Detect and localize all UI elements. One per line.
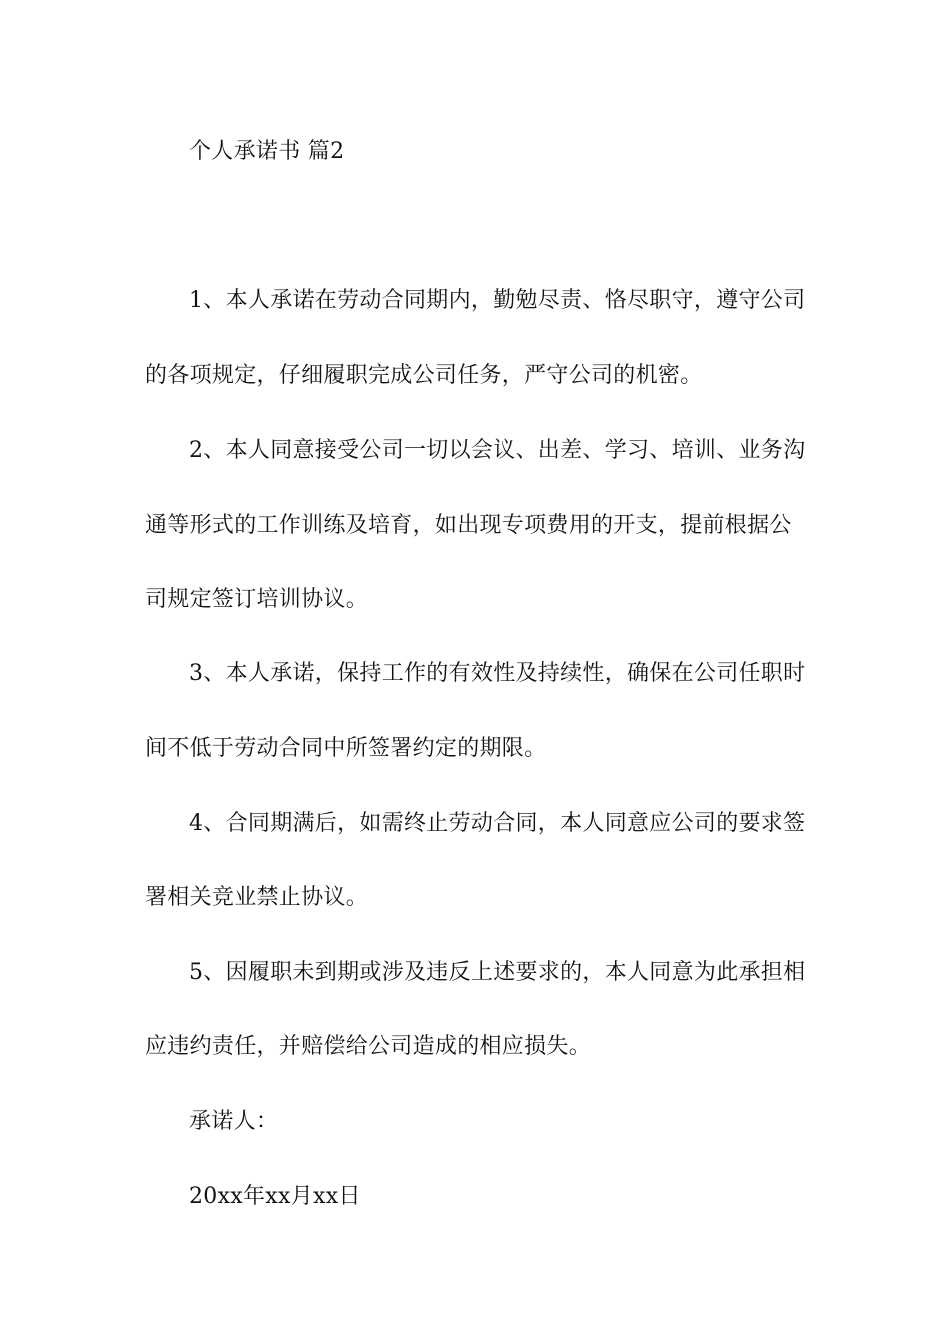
document-title: 个人承诺书 篇2	[189, 139, 345, 164]
paragraph-2-line-3: 司规定签订培训协议。	[145, 587, 369, 612]
paragraph-2-line-1: 2、本人同意接受公司一切以会议、出差、学习、培训、业务沟	[189, 438, 806, 463]
paragraph-1-line-2: 的各项规定，仔细履职完成公司任务，严守公司的机密。	[145, 363, 703, 388]
paragraph-1-line-1: 1、本人承诺在劳动合同期内，勤勉尽责、恪尽职守，遵守公司	[189, 288, 806, 313]
paragraph-5-line-1: 5、因履职未到期或涉及违反上述要求的，本人同意为此承担相	[189, 960, 806, 985]
paragraph-3-line-1: 3、本人承诺，保持工作的有效性及持续性，确保在公司任职时	[189, 661, 806, 686]
paragraph-4-line-1: 4、合同期满后，如需终止劳动合同，本人同意应公司的要求签	[189, 811, 806, 836]
paragraph-4-line-2: 署相关竞业禁止协议。	[145, 885, 369, 910]
signer-label: 承诺人：	[189, 1109, 279, 1134]
paragraph-2-line-2: 通等形式的工作训练及培育，如出现专项费用的开支，提前根据公	[145, 513, 792, 538]
paragraph-3-line-2: 间不低于劳动合同中所签署约定的期限。	[145, 736, 547, 761]
signature-date: 20xx年xx月xx日	[189, 1184, 361, 1209]
paragraph-5-line-2: 应违约责任，并赔偿给公司造成的相应损失。	[145, 1034, 592, 1059]
